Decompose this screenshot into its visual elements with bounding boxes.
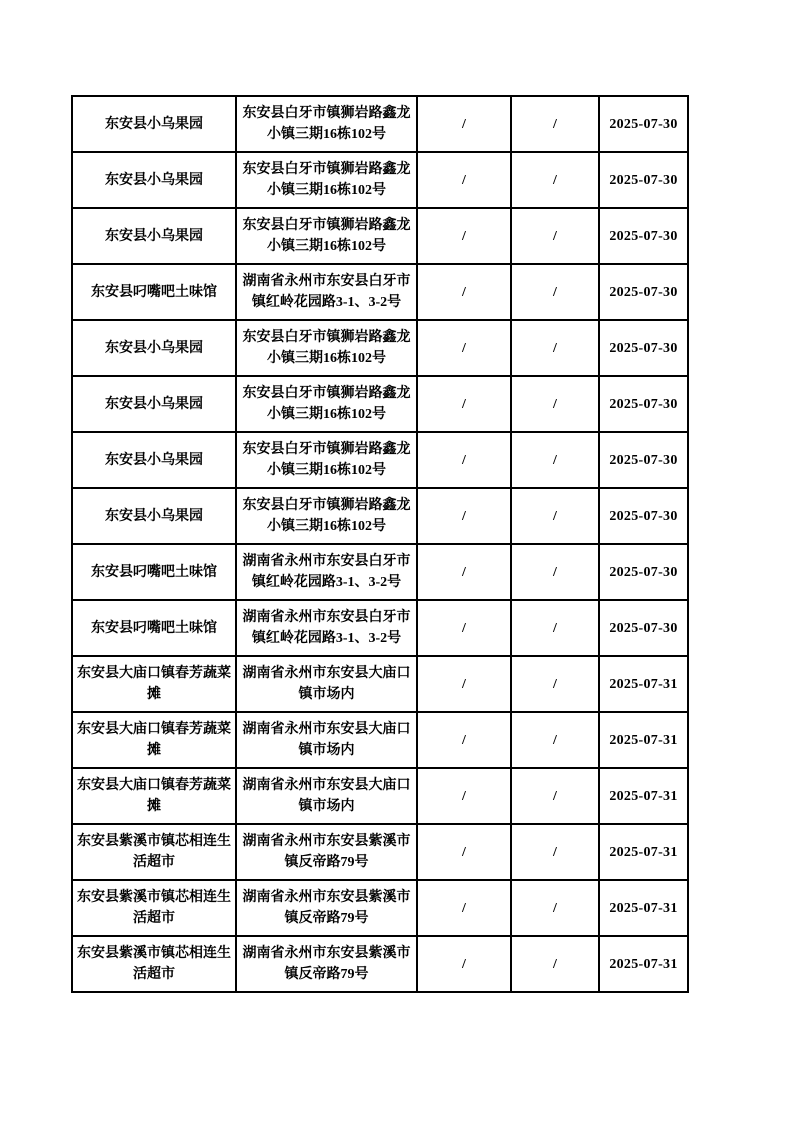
- cell-date: 2025-07-30: [599, 488, 688, 544]
- table-row: [72, 320, 688, 376]
- cell-address: 湖南省永州市东安县紫溪市镇反帝路79号: [236, 824, 417, 880]
- cell-name: 东安县大庙口镇春芳蔬菜摊: [72, 768, 236, 824]
- cell-date: 2025-07-30: [599, 432, 688, 488]
- table-row: [72, 768, 688, 824]
- cell-slash2: /: [511, 264, 599, 320]
- cell-slash1: /: [417, 600, 511, 656]
- cell-name: 东安县紫溪市镇芯相连生活超市: [72, 880, 236, 936]
- cell-slash1: /: [417, 824, 511, 880]
- table-row: [72, 152, 688, 208]
- cell-date: 2025-07-31: [599, 880, 688, 936]
- cell-slash2: /: [511, 936, 599, 992]
- cell-address: 湖南省永州市东安县大庙口镇市场内: [236, 768, 417, 824]
- cell-name: 东安县大庙口镇春芳蔬菜摊: [72, 712, 236, 768]
- cell-name: 东安县小乌果园: [72, 432, 236, 488]
- cell-slash2: /: [511, 600, 599, 656]
- cell-name: 东安县小乌果园: [72, 96, 236, 152]
- cell-slash1: /: [417, 432, 511, 488]
- table-row: [72, 656, 688, 712]
- cell-address: 湖南省永州市东安县紫溪市镇反帝路79号: [236, 880, 417, 936]
- cell-slash1: /: [417, 264, 511, 320]
- cell-slash2: /: [511, 96, 599, 152]
- cell-address: 湖南省永州市东安县白牙市镇红岭花园路3-1、3-2号: [236, 264, 417, 320]
- cell-address: 湖南省永州市东安县大庙口镇市场内: [236, 656, 417, 712]
- cell-date: 2025-07-31: [599, 936, 688, 992]
- table-row: [72, 208, 688, 264]
- table-row: [72, 712, 688, 768]
- cell-name: 东安县大庙口镇春芳蔬菜摊: [72, 656, 236, 712]
- cell-slash1: /: [417, 880, 511, 936]
- cell-address: 湖南省永州市东安县大庙口镇市场内: [236, 712, 417, 768]
- cell-slash2: /: [511, 824, 599, 880]
- cell-slash2: /: [511, 544, 599, 600]
- cell-address: 东安县白牙市镇狮岩路鑫龙小镇三期16栋102号: [236, 488, 417, 544]
- cell-name: 东安县小乌果园: [72, 320, 236, 376]
- cell-address: 东安县白牙市镇狮岩路鑫龙小镇三期16栋102号: [236, 96, 417, 152]
- cell-date: 2025-07-30: [599, 320, 688, 376]
- cell-name: 东安县叼嘴吧土味馆: [72, 264, 236, 320]
- table-row: [72, 824, 688, 880]
- cell-name: 东安县小乌果园: [72, 152, 236, 208]
- cell-address: 东安县白牙市镇狮岩路鑫龙小镇三期16栋102号: [236, 320, 417, 376]
- cell-slash2: /: [511, 656, 599, 712]
- cell-name: 东安县小乌果园: [72, 208, 236, 264]
- cell-slash1: /: [417, 712, 511, 768]
- table-row: [72, 96, 688, 152]
- table-row: [72, 264, 688, 320]
- table-row: [72, 488, 688, 544]
- cell-date: 2025-07-30: [599, 208, 688, 264]
- cell-name: 东安县叼嘴吧土味馆: [72, 544, 236, 600]
- cell-name: 东安县紫溪市镇芯相连生活超市: [72, 824, 236, 880]
- table-body: [72, 96, 688, 992]
- cell-address: 东安县白牙市镇狮岩路鑫龙小镇三期16栋102号: [236, 208, 417, 264]
- cell-address: 东安县白牙市镇狮岩路鑫龙小镇三期16栋102号: [236, 376, 417, 432]
- cell-date: 2025-07-30: [599, 376, 688, 432]
- cell-date: 2025-07-31: [599, 712, 688, 768]
- cell-address: 湖南省永州市东安县白牙市镇红岭花园路3-1、3-2号: [236, 544, 417, 600]
- cell-date: 2025-07-30: [599, 600, 688, 656]
- table-row: [72, 880, 688, 936]
- cell-address: 湖南省永州市东安县紫溪市镇反帝路79号: [236, 936, 417, 992]
- cell-name: 东安县小乌果园: [72, 488, 236, 544]
- cell-slash2: /: [511, 768, 599, 824]
- cell-name: 东安县叼嘴吧土味馆: [72, 600, 236, 656]
- cell-name: 东安县小乌果园: [72, 376, 236, 432]
- cell-slash1: /: [417, 152, 511, 208]
- cell-slash2: /: [511, 432, 599, 488]
- cell-address: 东安县白牙市镇狮岩路鑫龙小镇三期16栋102号: [236, 432, 417, 488]
- inspection-records-table: [71, 95, 689, 993]
- cell-slash1: /: [417, 208, 511, 264]
- cell-slash1: /: [417, 320, 511, 376]
- cell-slash1: /: [417, 96, 511, 152]
- table-row: [72, 600, 688, 656]
- cell-address: 东安县白牙市镇狮岩路鑫龙小镇三期16栋102号: [236, 152, 417, 208]
- cell-date: 2025-07-30: [599, 96, 688, 152]
- cell-date: 2025-07-31: [599, 824, 688, 880]
- cell-date: 2025-07-30: [599, 544, 688, 600]
- cell-slash2: /: [511, 320, 599, 376]
- cell-slash1: /: [417, 376, 511, 432]
- cell-slash1: /: [417, 656, 511, 712]
- cell-slash2: /: [511, 880, 599, 936]
- cell-slash1: /: [417, 544, 511, 600]
- cell-date: 2025-07-31: [599, 768, 688, 824]
- cell-date: 2025-07-30: [599, 264, 688, 320]
- cell-date: 2025-07-30: [599, 152, 688, 208]
- cell-slash2: /: [511, 208, 599, 264]
- cell-slash2: /: [511, 712, 599, 768]
- cell-address: 湖南省永州市东安县白牙市镇红岭花园路3-1、3-2号: [236, 600, 417, 656]
- cell-slash2: /: [511, 488, 599, 544]
- cell-slash1: /: [417, 768, 511, 824]
- cell-slash2: /: [511, 376, 599, 432]
- cell-slash2: /: [511, 152, 599, 208]
- cell-date: 2025-07-31: [599, 656, 688, 712]
- table-row: [72, 432, 688, 488]
- cell-slash1: /: [417, 936, 511, 992]
- cell-name: 东安县紫溪市镇芯相连生活超市: [72, 936, 236, 992]
- table-row: [72, 376, 688, 432]
- cell-slash1: /: [417, 488, 511, 544]
- table-row: [72, 936, 688, 992]
- table-row: [72, 544, 688, 600]
